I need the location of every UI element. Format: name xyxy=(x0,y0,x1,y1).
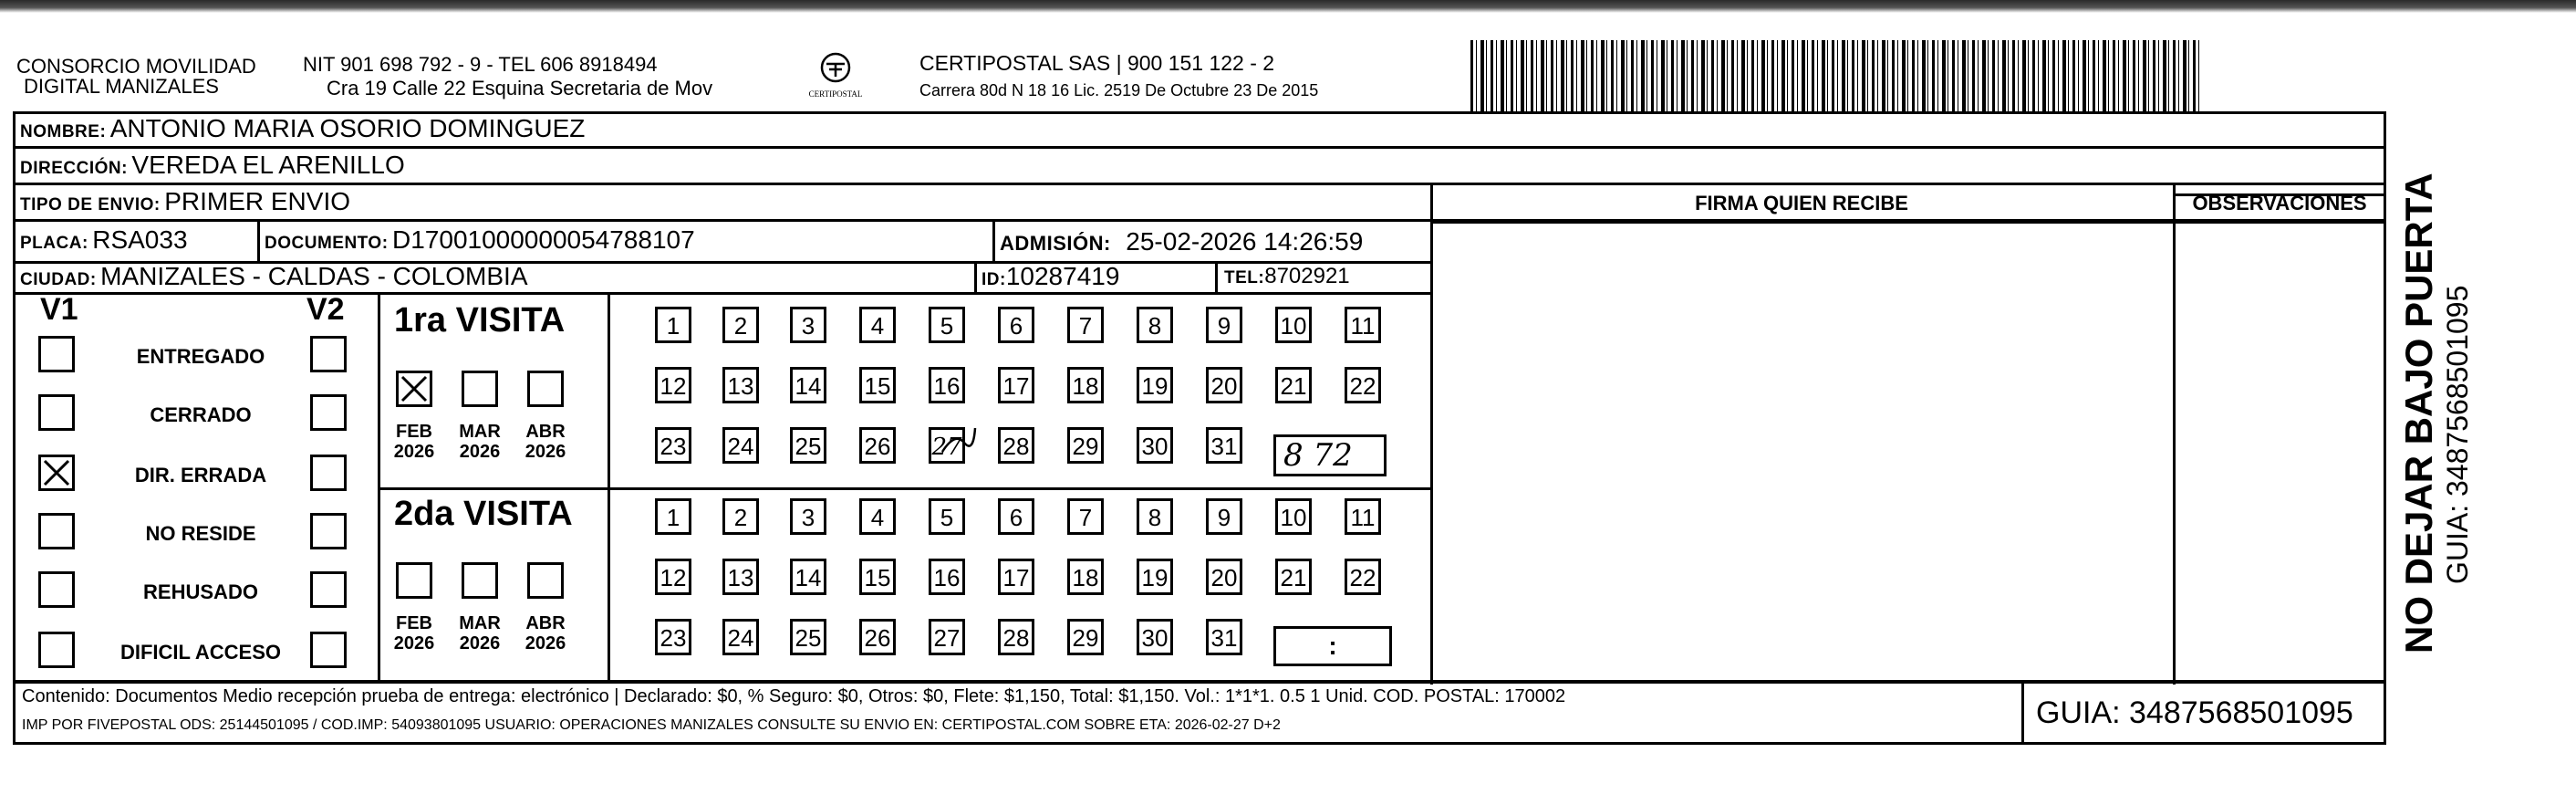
day-box[interactable]: 17 xyxy=(998,367,1034,403)
day-box[interactable]: 17 xyxy=(998,559,1034,595)
day-box[interactable]: 12 xyxy=(655,367,691,403)
day-box[interactable]: 9 xyxy=(1206,498,1242,535)
v2-checkbox[interactable] xyxy=(310,394,347,431)
month-label xyxy=(385,613,443,653)
month-name: MAR xyxy=(459,422,501,442)
month-year: 2026 xyxy=(459,442,501,462)
day-box[interactable]: 5 xyxy=(929,307,965,343)
day-box[interactable]: 24 xyxy=(722,427,759,464)
ciudad-label: CIUDAD: xyxy=(20,270,97,289)
day-box[interactable]: 6 xyxy=(998,307,1034,343)
v1-checkbox[interactable] xyxy=(38,394,75,431)
day-box[interactable]: 12 xyxy=(655,559,691,595)
day-box[interactable]: 3 xyxy=(790,307,826,343)
divider xyxy=(2173,183,2176,685)
v1-checkbox[interactable] xyxy=(38,571,75,608)
month-checkbox[interactable] xyxy=(527,562,564,599)
placa-value: RSA033 xyxy=(92,225,188,254)
day-box[interactable]: 15 xyxy=(859,367,896,403)
divider xyxy=(378,292,380,683)
v1-checkbox[interactable] xyxy=(38,513,75,549)
v1-checkbox[interactable] xyxy=(38,632,75,668)
tipo-row xyxy=(20,184,350,224)
day-box[interactable]: 14 xyxy=(790,367,826,403)
direccion-value: VEREDA EL ARENILLO xyxy=(131,151,405,179)
id-label: ID: xyxy=(982,270,1006,289)
day-box[interactable]: 18 xyxy=(1067,367,1104,403)
day-box[interactable]: 20 xyxy=(1206,367,1242,403)
divider xyxy=(608,292,610,683)
ciudad-value: MANIZALES - CALDAS - COLOMBIA xyxy=(100,262,528,290)
admision-value: 25-02-2026 14:26:59 xyxy=(1126,227,1364,256)
divider xyxy=(1215,261,1218,292)
day-box[interactable]: 4 xyxy=(859,307,896,343)
day-box[interactable]: 25 xyxy=(790,619,826,655)
scan-edge xyxy=(0,0,2576,13)
day-box[interactable]: 10 xyxy=(1275,307,1312,343)
day-box[interactable]: 31 xyxy=(1206,427,1242,464)
tel-cell xyxy=(1224,259,1350,297)
visit2-time-box[interactable]: : xyxy=(1273,626,1392,666)
day-box[interactable]: 1 xyxy=(655,498,691,535)
day-box[interactable]: 21 xyxy=(1275,559,1312,595)
divider xyxy=(1430,221,2386,224)
day-box[interactable]: 10 xyxy=(1275,498,1312,535)
day-box[interactable]: 16 xyxy=(929,367,965,403)
day-box[interactable]: 28 xyxy=(998,427,1034,464)
day-box[interactable]: 19 xyxy=(1137,367,1173,403)
carrier-line2: Carrera 80d N 18 16 Lic. 2519 De Octubre 23 De 2015 xyxy=(919,81,1319,99)
nit-line: NIT 901 698 792 - 9 - TEL 606 8918494 xyxy=(303,53,658,76)
status-label: NO RESIDE xyxy=(145,522,256,545)
tipo-value: PRIMER ENVIO xyxy=(164,187,351,215)
month-year: 2026 xyxy=(393,633,435,653)
day-box[interactable]: 3 xyxy=(790,498,826,535)
tel-label: TEL: xyxy=(1224,268,1265,288)
marked-day-handwritten: 27 xyxy=(931,434,962,461)
day-box[interactable]: 13 xyxy=(722,367,759,403)
day-box[interactable]: 29 xyxy=(1067,427,1104,464)
id-cell xyxy=(982,259,1119,298)
firma-header: FIRMA QUIEN RECIBE xyxy=(1695,192,1908,214)
month-label xyxy=(516,613,575,653)
nombre-value: ANTONIO MARIA OSORIO DOMINGUEZ xyxy=(109,114,586,142)
visit1-time-box[interactable] xyxy=(1273,434,1387,476)
month-label xyxy=(451,613,509,653)
day-box[interactable]: 24 xyxy=(722,619,759,655)
month-name: FEB xyxy=(396,613,432,633)
month-checkbox[interactable] xyxy=(396,562,432,599)
month-year: 2026 xyxy=(525,633,566,653)
documento-value: D17001000000054788107 xyxy=(392,225,695,254)
tipo-label: TIPO DE ENVIO: xyxy=(20,195,161,214)
direccion-label: DIRECCIÓN: xyxy=(20,159,128,178)
visit1-time-handwritten: 8 72 xyxy=(1283,437,1353,474)
day-box[interactable]: 8 xyxy=(1137,307,1173,343)
day-box[interactable]: 22 xyxy=(1345,559,1381,595)
divider xyxy=(1430,183,1433,685)
month-name: ABR xyxy=(525,613,566,633)
observaciones-header: OBSERVACIONES xyxy=(2192,192,2367,214)
divider xyxy=(2384,111,2386,228)
month-label xyxy=(385,422,443,462)
nombre-row xyxy=(20,111,585,151)
status-label: DIR. ERRADA xyxy=(134,464,267,486)
side-guia: GUIA: 3487568501095 xyxy=(2441,285,2474,584)
tel-value: 8702921 xyxy=(1264,264,1350,288)
day-box[interactable]: 27 xyxy=(929,619,965,655)
footer-imp: IMP POR FIVEPOSTAL ODS: 25144501095 / COD.IMP: 54093801095 USUARIO: OPERACIONES MANIZALES CONSULTE SU ENVIO EN: CERTIPOSTAL.COM SOBRE ETA: 2026-02-27 D+2 xyxy=(22,717,1281,733)
day-box[interactable]: 16 xyxy=(929,559,965,595)
divider xyxy=(378,487,1430,490)
month-name: ABR xyxy=(525,422,566,442)
month-year: 2026 xyxy=(393,442,435,462)
v2-checkbox[interactable] xyxy=(310,336,347,372)
month-checkbox[interactable] xyxy=(396,371,432,407)
visit1-title: 1ra VISITA xyxy=(394,301,566,340)
direccion-row xyxy=(20,148,405,187)
day-box[interactable]: 11 xyxy=(1345,498,1381,535)
no-dejar-warning: NO DEJAR BAJO PUERTA xyxy=(2397,172,2440,653)
handwritten-check-mark xyxy=(940,424,977,469)
day-box[interactable]: 19 xyxy=(1137,559,1173,595)
day-box[interactable]: 30 xyxy=(1137,427,1173,464)
day-box[interactable]: 20 xyxy=(1206,559,1242,595)
day-box[interactable]: 15 xyxy=(859,559,896,595)
day-box[interactable]: 23 xyxy=(655,619,691,655)
day-box[interactable]: 23 xyxy=(655,427,691,464)
nombre-label: NOMBRE: xyxy=(20,122,107,141)
day-box[interactable]: 1 xyxy=(655,307,691,343)
day-box[interactable]: 5 xyxy=(929,498,965,535)
admision-cell xyxy=(1000,225,1363,264)
month-year: 2026 xyxy=(525,442,566,462)
divider xyxy=(974,261,977,292)
v2-checkbox[interactable] xyxy=(310,455,347,491)
day-box[interactable]: 31 xyxy=(1206,619,1242,655)
day-box[interactable]: 25 xyxy=(790,427,826,464)
day-box[interactable]: 7 xyxy=(1067,498,1104,535)
company-line2: DIGITAL MANIZALES xyxy=(24,75,219,98)
month-checkbox[interactable] xyxy=(462,371,498,407)
footer-guia: GUIA: 3487568501095 xyxy=(2036,695,2353,730)
month-year: 2026 xyxy=(459,633,501,653)
day-box[interactable]: 18 xyxy=(1067,559,1104,595)
day-box[interactable]: 28 xyxy=(998,619,1034,655)
month-name: FEB xyxy=(396,422,432,442)
logo-text: CERTIPOSTAL xyxy=(808,89,863,99)
visit2-title: 2da VISITA xyxy=(394,495,573,533)
day-box[interactable]: 21 xyxy=(1275,367,1312,403)
day-box[interactable]: 14 xyxy=(790,559,826,595)
company-line1: CONSORCIO MOVILIDAD xyxy=(16,55,256,78)
placa-label: PLACA: xyxy=(20,234,88,253)
admision-label: ADMISIÓN: xyxy=(1000,232,1111,255)
divider xyxy=(992,219,995,261)
v1-checkbox[interactable] xyxy=(38,336,75,372)
status-label: DIFICIL ACCESO xyxy=(119,641,281,664)
placa-cell xyxy=(20,223,188,262)
day-box[interactable]: 2 xyxy=(722,498,759,535)
day-box[interactable]: 30 xyxy=(1137,619,1173,655)
day-box[interactable]: 4 xyxy=(859,498,896,535)
month-label xyxy=(516,422,575,462)
v2-checkbox[interactable] xyxy=(310,571,347,608)
day-box[interactable]: 13 xyxy=(722,559,759,595)
day-box[interactable] xyxy=(929,427,965,464)
month-label xyxy=(451,422,509,462)
day-box[interactable]: 8 xyxy=(1137,498,1173,535)
day-box[interactable]: 9 xyxy=(1206,307,1242,343)
barcode xyxy=(1470,40,2202,111)
day-box[interactable]: 11 xyxy=(1345,307,1381,343)
documento-cell xyxy=(265,223,695,262)
v1-label: V1 xyxy=(40,292,78,327)
status-label: REHUSADO xyxy=(143,580,258,603)
day-box[interactable]: 26 xyxy=(859,619,896,655)
v2-checkbox[interactable] xyxy=(310,513,347,549)
documento-label: DOCUMENTO: xyxy=(265,234,389,253)
month-name: MAR xyxy=(459,613,501,633)
carrier-line1: CERTIPOSTAL SAS | 900 151 122 - 2 xyxy=(919,51,1275,75)
footer-contenido: Contenido: Documentos Medio recepción prueba de entrega: electrónico | Declarado: $0, % Seguro: $0, Otros: $0, Flete: $1,150, Total: $1,150. Vol.: 1*1*1. 0.5 1 Unid. COD. POSTAL: 170002 xyxy=(22,686,1566,706)
day-box[interactable]: 26 xyxy=(859,427,896,464)
id-value: 10287419 xyxy=(1005,262,1120,290)
day-box[interactable]: 2 xyxy=(722,307,759,343)
month-checkbox[interactable] xyxy=(527,371,564,407)
month-checkbox[interactable] xyxy=(462,562,498,599)
v2-checkbox[interactable] xyxy=(310,632,347,668)
day-box[interactable]: 22 xyxy=(1345,367,1381,403)
day-box[interactable]: 6 xyxy=(998,498,1034,535)
status-label: CERRADO xyxy=(150,403,252,426)
v2-label: V2 xyxy=(306,292,345,327)
certipostal-logo xyxy=(799,47,872,104)
v1-checkbox[interactable] xyxy=(38,455,75,491)
divider xyxy=(257,219,260,261)
address-line: Cra 19 Calle 22 Esquina Secretaria de Mov xyxy=(327,77,713,99)
day-box[interactable]: 7 xyxy=(1067,307,1104,343)
status-label: ENTREGADO xyxy=(136,345,265,368)
day-box[interactable]: 29 xyxy=(1067,619,1104,655)
ciudad-cell xyxy=(20,259,528,298)
